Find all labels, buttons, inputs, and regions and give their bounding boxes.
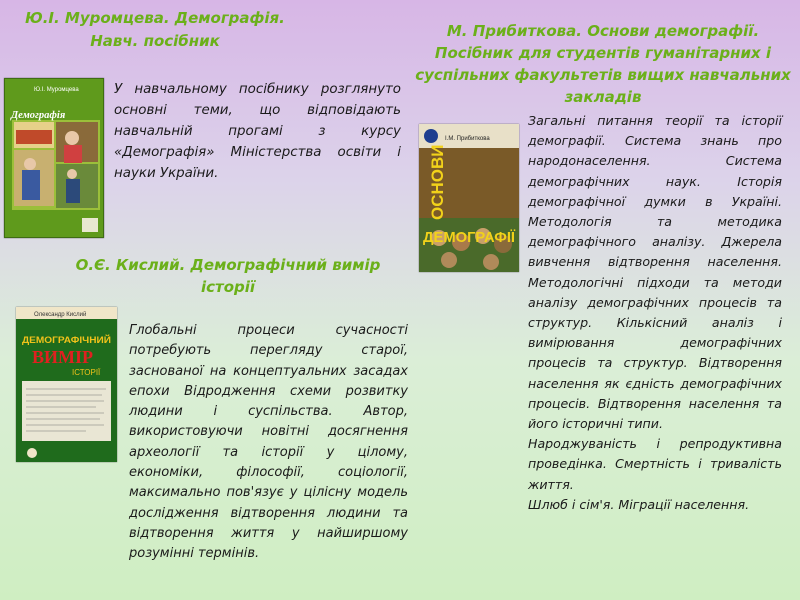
book2-cover-author: І.М. Прибиткова: [445, 136, 490, 142]
book3-cover-title-line3: ІСТОРІЇ: [72, 368, 101, 377]
book1-cover-author: Ю.І. Муромцева: [34, 87, 79, 93]
book2-cover-image: [419, 124, 519, 272]
book1-title: [10, 7, 300, 53]
book2-description: [528, 111, 782, 515]
book3-cover-author: Олександр Кислий: [34, 312, 87, 318]
book1-title-line1: Ю.І. Муромцева. Демографія.: [25, 9, 285, 27]
book2-cover-title-bottom: ДЕМОГРАФІЇ: [423, 229, 516, 246]
book1-description: У навчальному посібнику розглянуто основні теми, що відповідають навчальній прогамі з курсу «Демографія» Міністерства освіти і науки України.: [114, 82, 401, 181]
book3-description: Глобальні процеси сучасності потребують перегляду старої, заснованої на концептуальних засадах епохи Відродження схеми розвитку людини і суспільства. Автор, використовуючи новітні досягнення археології та історії у цілому, економіки, філософії, соціології, максимально пов'язує у цілісну модель дослідження відтворення людини та відтворення життя у найширшому розумінні термінів.: [129, 323, 408, 562]
book1-title-line2: Навч. посібник: [90, 32, 220, 50]
book1-cover-image: [4, 78, 104, 238]
book1-cover-title: Демографія: [11, 110, 66, 121]
book2-description-p1: Загальні питання теорії та історії демографії. Система знань про народонаселення. Система демографічних наук. Історія демографічної думки в Україні. Методологія та методика демографічного аналізу. Джерела вивчення відтворення населення. Методологічні підходи та методи аналізу демографічних процесів та структур. Кількісний аналіз і вимірювання демографічних процесів та структур. Відтворення населення як єдність демографічних процесів. Відтворення населення та його історичні типи.: [528, 113, 782, 432]
book2-description-p3: Шлюб і сім'я. Міграції населення.: [528, 496, 750, 512]
book2-title: М. Прибиткова. Основи демографії. Посібник для студентів гуманітарних і суспільних факультетів вищих навчальних закладів: [415, 22, 791, 106]
book3-cover-title-line2: ВИМІР: [32, 347, 93, 367]
book3-cover-image: [16, 307, 117, 462]
book3-cover-title-line1: ДЕМОГРАФІЧНИЙ: [22, 335, 102, 345]
book2-cover-title-top: ОСНОВИ: [428, 144, 447, 220]
book3-title: О.Є. Кислий. Демографічний вимір історії: [75, 256, 381, 296]
book2-description-p2: Народжуваність і репродуктивна проведінка. Смертність і тривалість життя.: [528, 436, 782, 492]
